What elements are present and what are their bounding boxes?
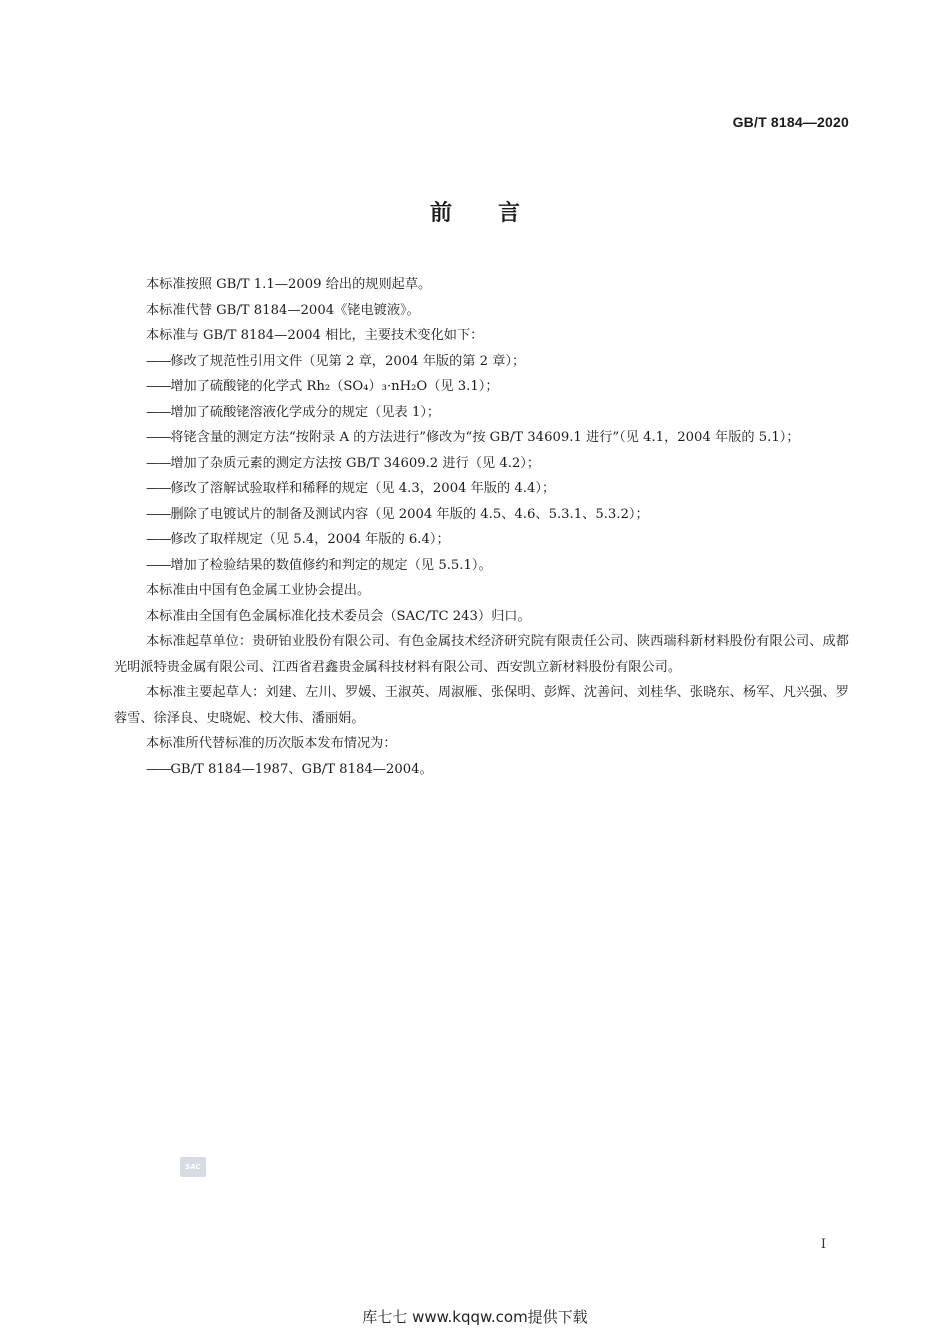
drafters: 本标准主要起草人：刘建、左川、罗媛、王淑英、周淑雁、张保明、彭辉、沈善问、刘桂华、张晓东、杨军、凡兴强、罗蓉雪、徐泽良、史晓妮、校大伟、潘丽娟。 (114, 685, 849, 726)
change-text: 修改了规范性引用文件（见第 2 章，2004 年版的第 2 章）； (170, 353, 526, 369)
change-text: 增加了硫酸铑的化学式 Rh₂（SO₄）₃·nH₂O（见 3.1）； (170, 379, 499, 394)
sac-logo-icon: SAC (180, 1157, 206, 1177)
dash-prefix: —— (146, 557, 171, 573)
drafting-units: 本标准起草单位：贵研铂业股份有限公司、有色金属技术经济研究院有限责任公司、陕西瑞科新材料股份有限公司、成都光明派特贵金属有限公司、江西省君鑫贵金属科技材料有限公司、西安凯立新材料股份有限公司。 (114, 634, 849, 675)
change-item (114, 527, 849, 553)
page-number: I (820, 1237, 826, 1252)
change-text: 修改了取样规定（见 5.4，2004 年版的 6.4）； (170, 532, 450, 547)
dash-prefix: —— (146, 430, 171, 445)
change-item (114, 425, 849, 451)
change-item (114, 349, 849, 375)
change-item (114, 476, 849, 502)
change-item (114, 374, 849, 400)
change-item (114, 400, 849, 426)
history-intro: 本标准所代替标准的历次版本发布情况为： (146, 736, 397, 751)
change-item (114, 502, 849, 528)
change-item (114, 451, 849, 477)
change-text: 增加了杂质元素的测定方法按 GB/T 34609.2 进行（见 4.2）； (170, 455, 541, 471)
intro-line: 本标准代替 GB/T 8184—2004《铑电镀液》。 (146, 302, 420, 318)
change-text: 增加了硫酸铑溶液化学成分的规定（见表 1）； (170, 404, 441, 420)
download-source-footer: 库七七 www.kqqw.com提供下载 (362, 1308, 588, 1326)
change-item (114, 553, 849, 579)
dash-prefix: —— (146, 506, 171, 522)
page-title: 前言 (429, 201, 566, 226)
change-text: 修改了溶解试验取样和稀释的规定（见 4.3，2004 年版的 4.4）； (170, 481, 556, 496)
dash-prefix: —— (146, 481, 171, 496)
change-text: 将铑含量的测定方法“按附录 A 的方法进行”修改为“按 GB/T 34609.1 进行”（见 4.1，2004 年版的 5.1）； (170, 430, 800, 445)
dash-prefix: —— (146, 353, 171, 369)
history-item (114, 757, 849, 783)
dash-prefix: —— (146, 455, 171, 471)
intro-line: 本标准与 GB/T 8184—2004 相比，主要技术变化如下： (146, 328, 484, 343)
dash-prefix: —— (146, 379, 171, 394)
proposed-by: 本标准由中国有色金属工业协会提出。 (146, 583, 371, 598)
intro-line: 本标准按照 GB/T 1.1—2009 给出的规则起草。 (146, 277, 432, 292)
dash-prefix: —— (146, 404, 171, 420)
managed-by: 本标准由全国有色金属标准化技术委员会（SAC/TC 243）归口。 (146, 608, 531, 624)
history-text: GB/T 8184—1987、GB/T 8184—2004。 (170, 761, 433, 777)
foreword-body (114, 272, 849, 782)
standard-code: GB/T 8184—2020 (732, 114, 849, 130)
dash-prefix: —— (146, 761, 171, 777)
change-text: 增加了检验结果的数值修约和判定的规定（见 5.5.1）。 (170, 557, 492, 573)
change-text: 删除了电镀试片的制备及测试内容（见 2004 年版的 4.5、4.6、5.3.1、5.3.2）； (170, 506, 649, 522)
dash-prefix: —— (146, 532, 171, 547)
